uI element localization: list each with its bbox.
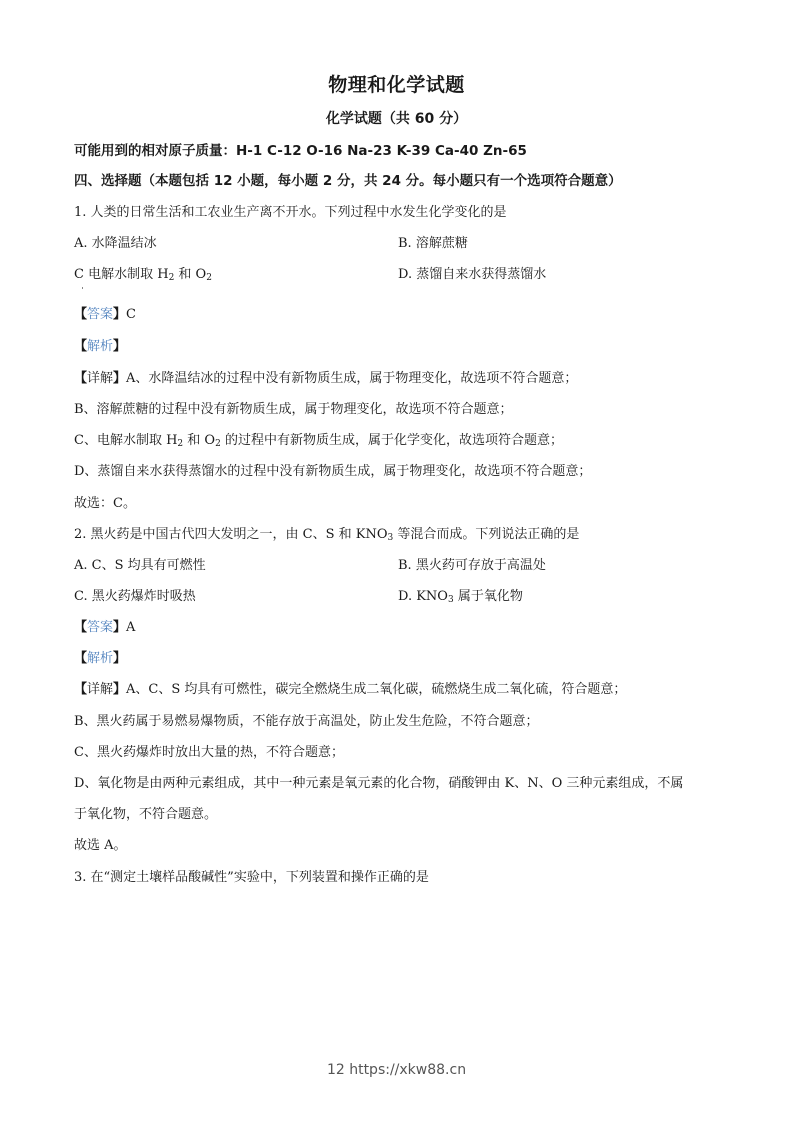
q2-option-c: C. 黑火药爆炸时吸热 [74, 589, 196, 604]
detail-text: 和 O [183, 433, 216, 448]
detail-label: 详解 [87, 682, 114, 697]
q2-option-d [398, 589, 523, 605]
q2-detail-b: B、黑火药属于易燃易爆物质，不能存放于高温处，防止发生危险，不符合题意； [74, 714, 539, 729]
bracket-icon: 【 [74, 371, 88, 386]
detail-text: A、水降温结冰的过程中没有新物质生成，属于物理变化，故选项不符合题意； [126, 371, 578, 386]
bracket-icon: 】 [113, 371, 127, 386]
stem-text: 等混合而成。下列说法正确的是 [393, 527, 580, 542]
q1-stem: 1. 人类的日常生活和工农业生产离不开水。下列过程中水发生化学变化的是 [74, 205, 507, 220]
analysis-label: 解析 [87, 651, 114, 666]
q1-option-d: D. 蒸馏自来水获得蒸馏水 [398, 267, 547, 282]
subscript: 3 [387, 533, 394, 543]
q2-analysis [74, 651, 126, 667]
subscript: 2 [215, 439, 221, 449]
q2-option-b: B. 黑火药可存放于高温处 [398, 558, 546, 573]
bracket-icon: 【 [74, 651, 88, 666]
scan-speck [82, 287, 83, 289]
q2-option-a: A. C、S 均具有可燃性 [74, 558, 206, 573]
option-text: 属于氧化物 [453, 589, 523, 604]
bracket-icon: 】 [113, 307, 127, 322]
answer-label: 答案 [87, 307, 114, 322]
subscript: 2 [177, 439, 184, 449]
q2-detail-c: C、黑火药爆炸时放出大量的热，不符合题意； [74, 745, 344, 760]
q2-detail-d1: D、氧化物是由两种元素组成，其中一种元素是氧元素的化合物，硝酸钾由 K、N、O 三种元素组成，不属 [74, 776, 684, 791]
page-title: 物理和化学试题 [328, 74, 465, 96]
q1-conclusion: 故选：C。 [74, 496, 136, 511]
subscript: 2 [206, 273, 212, 283]
subscript: 3 [447, 595, 454, 605]
bracket-icon: 】 [113, 682, 127, 697]
subscript: 2 [168, 273, 175, 283]
bracket-icon: 【 [74, 339, 88, 354]
bracket-icon: 】 [113, 620, 127, 635]
detail-text: C、电解水制取 H [74, 433, 178, 448]
q1-option-c-text2: 和 O [174, 267, 207, 282]
detail-text: 的过程中有新物质生成，属于化学变化，故选项符合题意； [220, 433, 563, 448]
section-heading: 四、选择题（本题包括 12 小题，每小题 2 分，共 24 分。每小题只有一个选项符合题意） [74, 173, 622, 189]
q1-detail-d: D、蒸馏自来水获得蒸馏水的过程中没有新物质生成，属于物理变化，故选项不符合题意； [74, 464, 592, 479]
page-subtitle: 化学试题（共 60 分） [325, 111, 468, 127]
q3-stem: 3. 在“测定土壤样品酸碱性”实验中，下列装置和操作正确的是 [74, 870, 429, 885]
q1-option-c [74, 267, 212, 283]
q1-analysis [74, 339, 126, 355]
q1-answer [74, 307, 136, 323]
q1-option-c-text: C 电解水制取 H [74, 267, 169, 282]
bracket-icon: 【 [74, 682, 88, 697]
q2-detail-d2: 于氧化物，不符合题意。 [74, 807, 218, 822]
q2-detail-a [74, 682, 626, 698]
q1-detail-a [74, 371, 577, 387]
answer-value: A [126, 620, 136, 635]
page-footer: 12 https://xkw88.cn [326, 1062, 467, 1078]
answer-label: 答案 [87, 620, 114, 635]
q1-detail-c [74, 433, 563, 449]
atomic-masses: 可能用到的相对原子质量：H-1 C-12 O-16 Na-23 K-39 Ca-40 Zn-65 [74, 143, 527, 159]
detail-label: 详解 [87, 371, 114, 386]
analysis-label: 解析 [87, 339, 114, 354]
bracket-icon: 【 [74, 620, 88, 635]
q2-conclusion: 故选 A。 [74, 838, 127, 853]
detail-text: A、C、S 均具有可燃性，碳完全燃烧生成二氧化碳，硫燃烧生成二氧化硫，符合题意； [126, 682, 627, 697]
stem-text: 2. 黑火药是中国古代四大发明之一，由 C、S 和 KNO [74, 527, 388, 542]
q1-option-b: B. 溶解蔗糖 [398, 236, 468, 251]
bracket-icon: 【 [74, 307, 88, 322]
q2-stem [74, 527, 579, 543]
q1-option-a: A. 水降温结冰 [74, 236, 157, 251]
option-text: D. KNO [398, 589, 448, 604]
q1-detail-b: B、溶解蔗糖的过程中没有新物质生成，属于物理变化，故选项不符合题意； [74, 402, 513, 417]
q2-answer [74, 620, 135, 636]
bracket-icon: 】 [113, 651, 127, 666]
answer-value: C [126, 307, 136, 322]
bracket-icon: 】 [113, 339, 127, 354]
